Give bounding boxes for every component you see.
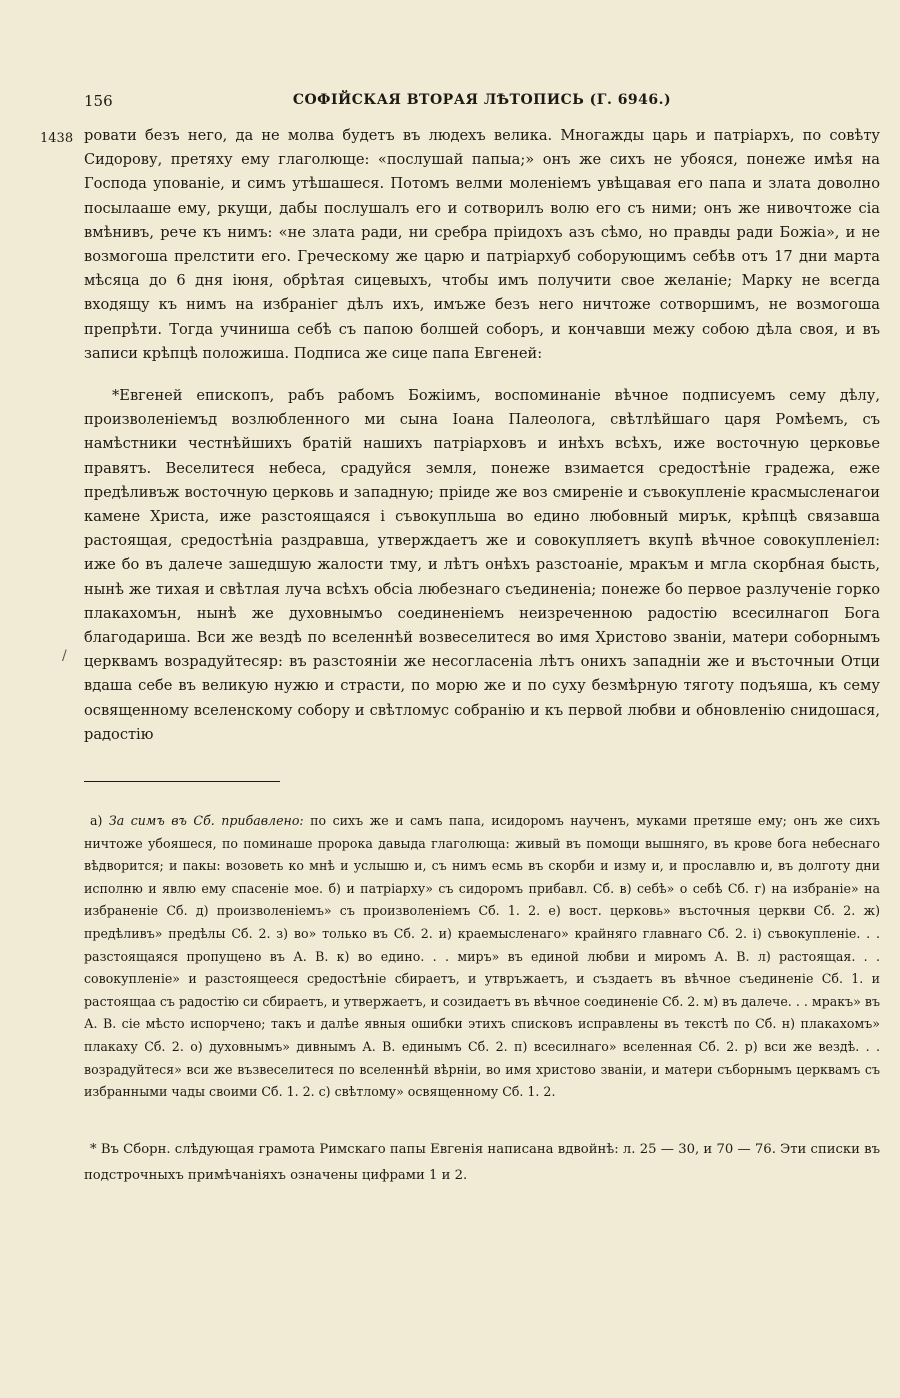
page-number: 156 <box>84 92 113 110</box>
margin-mark: / <box>62 648 67 664</box>
running-title: СОФІЙСКАЯ ВТОРАЯ ЛѢТОПИСЬ (Г. 6946.) <box>292 92 672 108</box>
footnote-variants <box>84 810 880 1104</box>
main-text <box>84 124 880 747</box>
footnote-a-italic: За симъ въ Сб. прибавлено: <box>108 813 304 828</box>
footnotes <box>84 810 880 1104</box>
footnote-a-text: по сихъ же и самъ папа, исидоромъ наученъ, муками претяше ему; онъ же сихъ ничтоже убояшеся, по поминаше пророка давыда глаголюща: живый въ помощи вышняго, въ крове бога небеснаго вѣдворится; и пакы: возоветь ко мнѣ и услышю и, съ нимъ есмь въ скорби и изму и, и прославлю и, въ долготу дни исполню и явлю ему спасеніе мое. б) и патріарху» съ сидоромъ прибавл. Сб. в) себѣ» о себѣ Сб. г) на избраніе» на избраненіе Сб. д) произволеніемъ» съ произволеніемъ Сб. 1. 2. е) вост. церковь» въсточныя церкви Сб. 2. ж) предѣливъ» предѣлы Сб. 2. з) во» только въ Сб. 2. и) краемысленаго» крайняго главнаго Сб. 2. і) съвокупленіе. . . разстоящаяся пропущено въ А. В. к) во едино. . . миръ» въ единой любви и миромъ А. В. л) растоящая. . . совокупленіе» и разстоящееся средостѣніе сбираетъ, и утвръжаетъ, и създаетъ въ вѣчное съединеніе Сб. 1. и растоящаа съ радостію си сбираетъ, и утвержаетъ, и созидаетъ въ вѣчное соединеніе Сб. 2. м) въ далече. . . мракъ» въ А. В. сіе мѣсто испорчено; такъ и далѣе явныя ошибки этихъ списковъ исправлены въ текстѣ по Сб. н) плакахомъ» плакаху Сб. 2. о) духовнымъ» дивнымъ А. В. единымъ Сб. 2. п) всесилнаго» вселенная Сб. 2. р) вси же вездѣ. . . возрадуйтеся» вси же възвеселитеся по вселеннѣй вѣрніи, во имя христово званіи, и матери съборнымъ церквамъ съ избранными чады своими Сб. 1. 2. с) свѣтлому» освященному Сб. 1. 2. <box>84 813 880 1100</box>
margin-year: 1438 <box>40 131 74 146</box>
footnote-star-text: * Въ Сборн. слѣдующая грамота Римскаго папы Евгенія написана вдвойнѣ: л. 25 — 30, и 70 — 76. Эти списки въ подстрочныхъ примѣчаніяхъ означены цифрами 1 и 2. <box>84 1142 880 1183</box>
page-header <box>84 92 880 116</box>
paragraph-chronicle: ровати безъ него, да не молва будетъ въ людехъ велика. Многажды царь и патріархъ, по совѣту Сидорову, претяху ему глаголюще: «послушай папыа;» онъ же сихъ не убояся, понеже имѣя на Господа упованіе, и симъ утѣшашеся. Потомъ велми моленіемъ увѣщавая его папа и злата доволно посылааше ему, ркущи, дабы послушалъ его и сотворилъ волю его съ ними; онъ же нивочтоже сіа вмѣнивъ, рече къ нимъ: «не злата ради, ни сребра пріидохъ азъ сѣмо, но правды ради Божіа», и не возмогоша прелстити его. Греческому же царю и патріархуб соборующимъ себѣв отъ 17 дни марта мѣсяца до 6 дня іюня, обрѣтая сицевыхъ, чтобы имъ получити свое желаніе; Марку не всегда входящу къ нимъ на избраніег дѣлъ ихъ, имъже безъ него ничтоже сотворшимъ, не возмогоша препрѣти. Тогда учиниша себѣ съ папою болшей соборъ, и кончавши межу собою дѣла своя, и въ записи крѣпцѣ положиша. Подписа же сице папа Евгеней: <box>84 127 880 362</box>
paragraph-charter: *Евгеней епископъ, рабъ рабомъ Божіимъ, воспоминаніе вѣчное подписуемъ сему дѣлу, произволеніемъд возлюбленного ми сына Іоана Палеолога, свѣтлѣйшаго царя Ромѣемъ, съ намѣстники честнѣйшихъ братій нашихъ патріарховъ и инѣхъ всѣхъ, иже восточную церковье правятъ. Веселитеся небеса, срадуйся земля, понеже взимается средостѣніе градежа, еже предѣливъж восточную церковь и западную; пріиде же воз смиреніе и съвокупленіе красмысленагои камене Христа, иже разстоящаяся і съвокупльша во едино любовный мирък, крѣпцѣ связавша растоящая, средостѣніа раздравша, утверждаетъ же и совокупляетъ вкупѣ вѣчное совокупленіел: иже бо въ далече зашедшую жалости тму, и лѣтъ онѣхъ разстоаніе, мракъм и мгла скорбная бысть, нынѣ же тихая и свѣтлая луча всѣхъ обсіа любезнаго съединеніа; понеже бо первое разлученіе горко плакахомън, нынѣ же духовнымъо соединеніемъ неизреченною радостію всесилнагоп Бога благодариша. Вси же вездѣ по вселеннѣй возвеселитеся во имя Христово званіи, матери соборнымъ церквамъ возрадуйтесяр: въ разстояніи же несогласеніа лѣтъ онихъ западніи же и въсточныи Отци вдаша себе въ великую нужю и страсти, по морю же и по суху безмѣрную тяготу подъяша, къ сему освященному вселенскому собору и свѣтломус собранію и къ первой любви и обновленію снидошася, радостію <box>84 387 880 743</box>
footnote-a-lead: а) <box>90 813 103 828</box>
footnote-separator <box>84 781 280 782</box>
footnote-star <box>84 1137 880 1189</box>
